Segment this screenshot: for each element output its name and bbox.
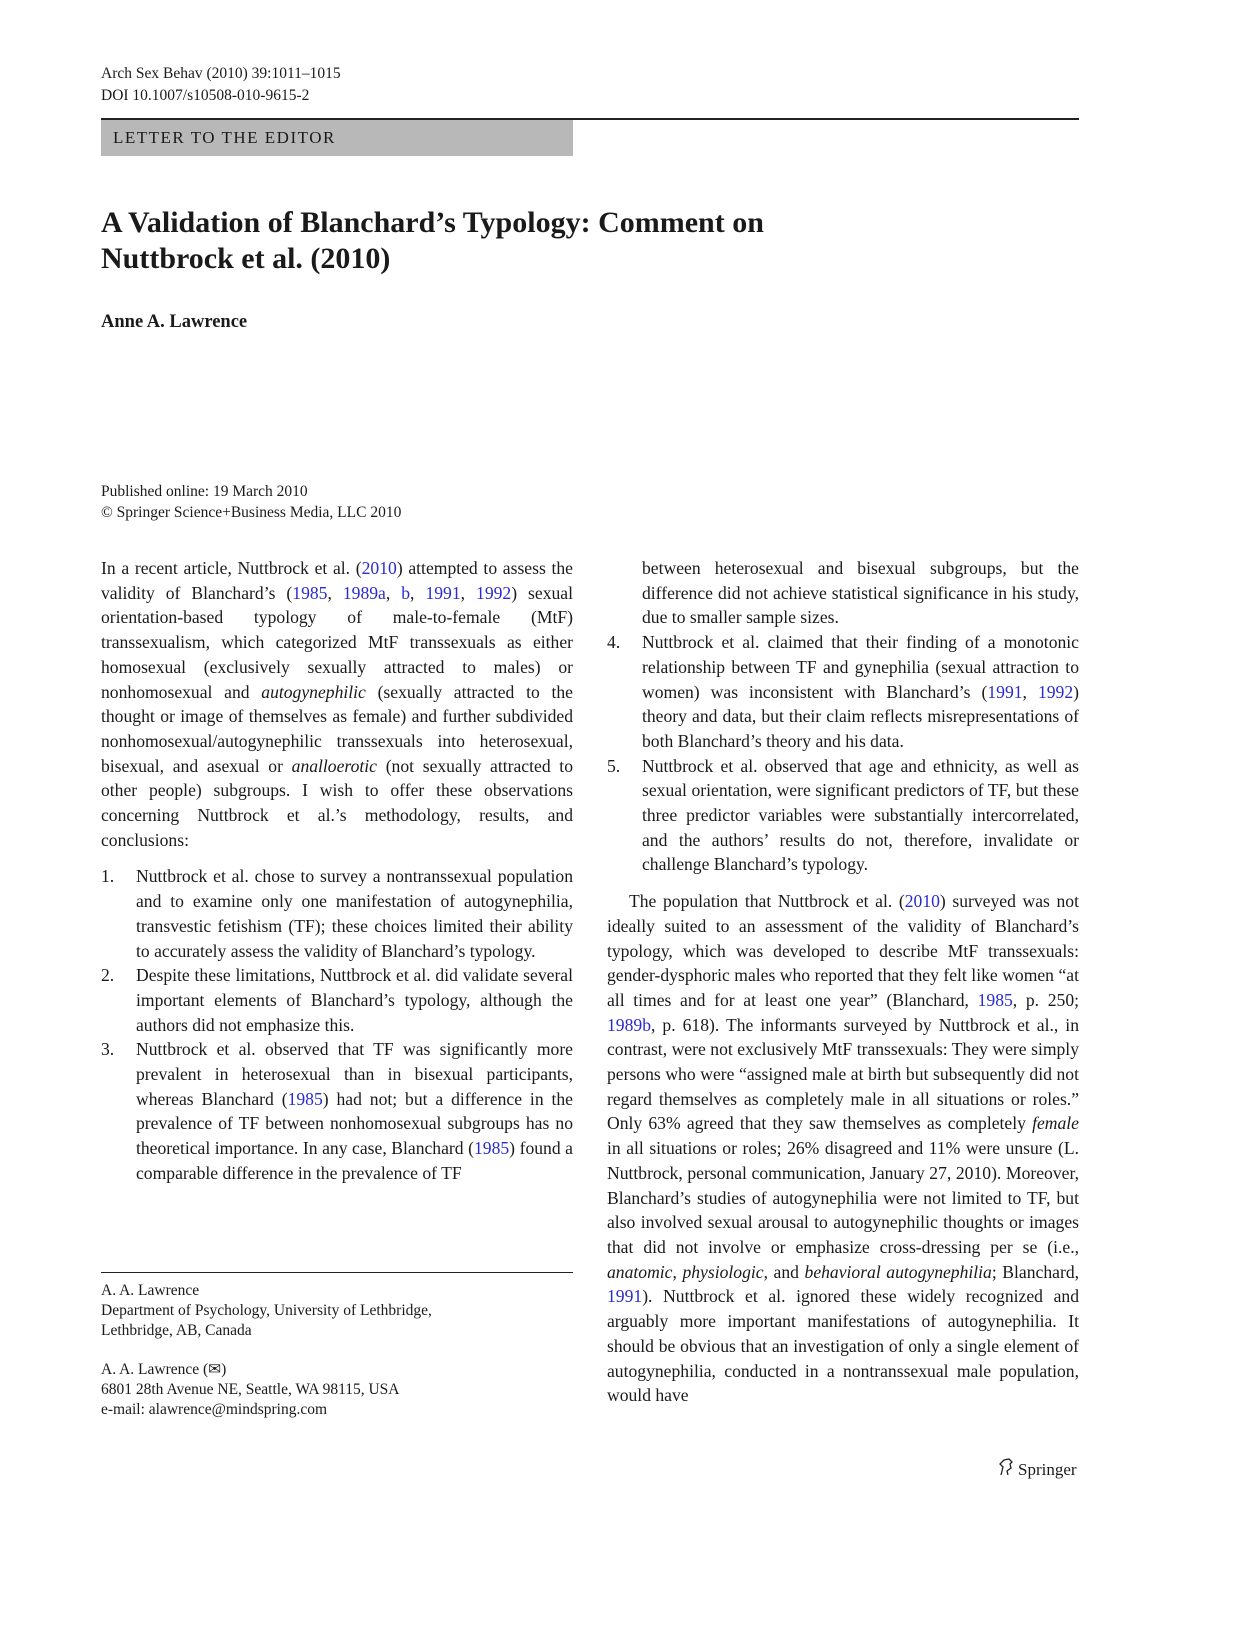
italic-term: behavioral autogynephilia xyxy=(804,1261,992,1282)
text-run: In a recent article, Nuttbrock et al. ( xyxy=(101,558,362,578)
affiliation-city: Lethbridge, AB, Canada xyxy=(101,1322,252,1339)
text-run: ; Blanchard, xyxy=(991,1261,1080,1282)
published-date: Published online: 19 March 2010 xyxy=(101,483,308,500)
affiliation-department: Department of Psychology, University of Lethbridge, xyxy=(101,1302,432,1319)
text-run: (not sexually attracted to other people) subgroups. I wish to offer these observations concerning Nuttbrock et al.’s methodology, results, and conclusions: xyxy=(101,755,573,850)
text-run: Nuttbrock et al. observed that age and ethnicity, as well as sexual orientation, were significant predictors of TF, but these three predictor variables were substantially intercorrelated, and the authors’ results do not, therefore, invalidate or challenge Blanchard’s typology. xyxy=(642,755,1079,875)
text-run: , p. 618). The informants surveyed by Nuttbrock et al., in contrast, were not exclusively MtF transsexuals: They were simply persons who were “assigned male at birth but subsequently did not regard themselves as completely male in all situations or roles.” Only 63% agreed that they saw themselves as completely xyxy=(607,1014,1079,1134)
text-run: ) sexual orientation-based typology of male-to-female (MtF) transsexualism, which categorized MtF transsexuals as either homosexual (exclusively sexually attracted to males) or nonhomosexual and xyxy=(101,582,573,702)
publisher-name: Springer xyxy=(1018,1459,1077,1479)
citation-link[interactable]: 1991 xyxy=(607,1286,643,1307)
citation-link[interactable]: 1985 xyxy=(292,582,328,603)
citation-link[interactable]: 1991 xyxy=(987,681,1023,702)
copyright: © Springer Science+Business Media, LLC 2010 xyxy=(101,504,402,521)
author-affiliation xyxy=(101,1281,432,1420)
italic-term: analloerotic xyxy=(291,755,377,776)
italic-term: physiologic xyxy=(682,1261,764,1282)
text-run: Nuttbrock et al. claimed that their finding of a monotonic relationship between TF and gynephilia (sexual attraction to women) was inconsistent with Blanchard’s ( xyxy=(642,632,1079,702)
text-run: , xyxy=(327,582,343,603)
intro-paragraph xyxy=(101,556,573,852)
text-run: , xyxy=(460,582,477,603)
text-run: between heterosexual and bisexual subgroups, but the difference did not achieve statistical significance in his study, due to smaller sample sizes. xyxy=(642,558,1079,628)
italic-term: anatomic xyxy=(607,1261,673,1282)
list-item-continuation xyxy=(607,556,1079,630)
text-run: The population that Nuttbrock et al. ( xyxy=(629,891,905,912)
address: 6801 28th Avenue NE, Seattle, WA 98115, USA xyxy=(101,1381,400,1398)
paren-close: ) xyxy=(221,1361,227,1378)
list-item xyxy=(607,754,1079,878)
journal-citation: Arch Sex Behav (2010) 39:1011–1015 xyxy=(101,65,341,82)
text-run: ) attempted to assess the validity of Blanchard’s ( xyxy=(101,558,573,603)
citation-link[interactable]: 2010 xyxy=(904,891,940,912)
observation-list-continued xyxy=(607,630,1079,877)
list-number: 1. xyxy=(101,866,115,887)
citation-link[interactable]: 1985 xyxy=(287,1088,323,1109)
affiliation-name: A. A. Lawrence xyxy=(101,1282,200,1299)
list-number: 3. xyxy=(101,1039,115,1060)
publisher-logo xyxy=(998,1458,1077,1481)
journal-info xyxy=(101,63,341,107)
italic-term: female xyxy=(1032,1113,1079,1134)
text-run: , and xyxy=(763,1261,805,1282)
citation-link[interactable]: b xyxy=(401,582,411,603)
list-item xyxy=(607,630,1079,754)
observation-list xyxy=(101,864,573,1185)
text-run: ) surveyed was not ideally suited to an assessment of the validity of Blanchard’s typology, which was developed to describe MtF transsexuals: gender-dysphoric males who reported that they felt like women “at all times and for at least one year” (Blanchard, xyxy=(607,891,1079,1010)
text-run: , xyxy=(672,1261,683,1282)
citation-link[interactable]: 1991 xyxy=(425,582,461,603)
left-column xyxy=(101,556,573,1186)
citation-link[interactable]: 1992 xyxy=(1037,681,1074,702)
citation-link[interactable]: 1989b xyxy=(607,1014,651,1035)
email[interactable]: e-mail: alawrence@mindspring.com xyxy=(101,1401,328,1418)
corresponding-author xyxy=(101,1360,432,1380)
text-run: , p. 250; xyxy=(1012,989,1080,1010)
list-item xyxy=(101,864,573,963)
italic-term: autogynephilic xyxy=(261,681,366,702)
text-run: ). Nuttbrock et al. ignored these widely recognized and arguably more important manifestations of autogynephilia. It should be obvious that an investigation of only a single element of autogynephilia, conducted in a nontranssexual male population, would have xyxy=(607,1286,1079,1406)
author-name: Anne A. Lawrence xyxy=(101,312,248,332)
text-run: , xyxy=(385,582,402,603)
citation-link[interactable]: 1989a xyxy=(342,582,386,603)
text-run: Nuttbrock et al. chose to survey a nontranssexual population and to examine only one manifestation of autogynephilia, transvestic fetishism (TF); these choices limited their ability to accurately assess the validity of Blanchard’s typology. xyxy=(136,866,573,961)
text-run: Nuttbrock et al. observed that TF was significantly more prevalent in heterosexual than in bisexual participants, whereas Blanchard ( xyxy=(136,1039,573,1109)
citation-link[interactable]: 1985 xyxy=(977,989,1013,1010)
list-item xyxy=(101,963,573,1037)
envelope-icon: ✉ xyxy=(208,1361,222,1378)
text-run: (sexually attracted to the thought or image of themselves as female) and further subdivided nonhomosexual/autogynephilic transsexuals into heterosexual, bisexual, and asexual or xyxy=(101,681,573,776)
article-title: A Validation of Blanchard’s Typology: Comment on Nuttbrock et al. (2010) xyxy=(101,206,764,275)
right-column xyxy=(607,556,1079,1408)
footnote-rule xyxy=(101,1272,573,1273)
citation-link[interactable]: 2010 xyxy=(361,558,397,578)
list-number: 5. xyxy=(607,755,621,776)
doi[interactable]: DOI 10.1007/s10508-010-9615-2 xyxy=(101,87,310,104)
text-run: ) had not; but a difference in the prevalence of TF between nonhomosexual subgroups has no theoretical importance. In any case, Blanchard ( xyxy=(136,1088,573,1159)
corresponding-name: A. A. Lawrence ( xyxy=(101,1361,209,1378)
list-item xyxy=(101,1037,573,1185)
text-run: , xyxy=(1022,681,1038,702)
publication-info xyxy=(101,481,401,523)
list-number: 4. xyxy=(607,632,621,653)
springer-horse-icon xyxy=(998,1458,1014,1481)
text-run: , xyxy=(410,582,426,603)
body-paragraph xyxy=(607,889,1079,1408)
text-run: ) found a comparable difference in the prevalence of TF xyxy=(136,1138,573,1183)
list-number: 2. xyxy=(101,965,115,986)
text-run: in all situations or roles; 26% disagreed and 11% were unsure (L. Nuttbrock, personal communication, January 27, 2010). Moreover, Blanchard’s studies of autogynephilia were not limited to TF, but also involved sexual arousal to autogynephilic thoughts or images that did not involve or emphasize cross-dressing per se (i.e., xyxy=(607,1138,1079,1257)
text-run: ) theory and data, but their claim reflects misrepresentations of both Blanchard’s theory and his data. xyxy=(642,681,1079,751)
citation-link[interactable]: 1992 xyxy=(476,582,512,603)
text-run: Despite these limitations, Nuttbrock et al. did validate several important elements of Blanchard’s typology, although the authors did not emphasize this. xyxy=(136,965,573,1035)
citation-link[interactable]: 1985 xyxy=(473,1138,510,1159)
section-label: LETTER TO THE EDITOR xyxy=(113,128,336,147)
